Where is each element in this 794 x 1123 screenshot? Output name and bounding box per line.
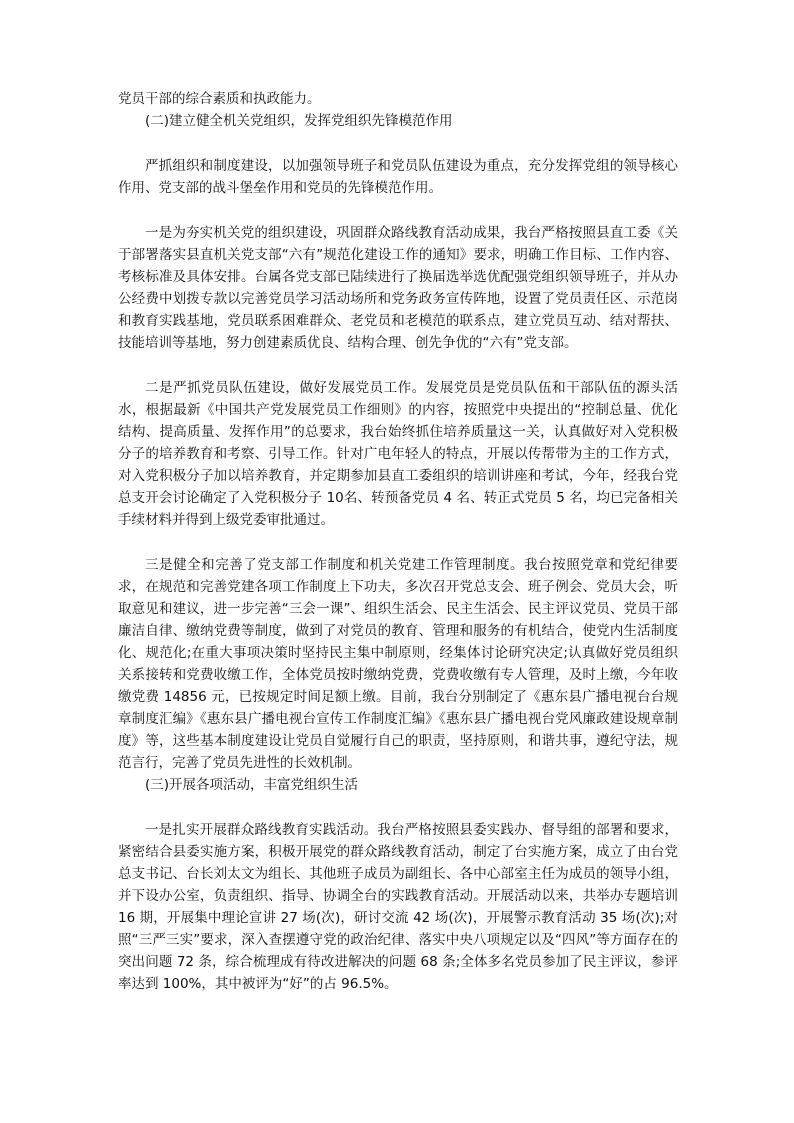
paragraph-org-building: 严抓组织和制度建设，以加强领导班子和党员队伍建设为重点，充分发挥党组的领导核心作用、党支部的战斗堡垒作用和党员的先锋模范作用。 bbox=[118, 158, 678, 196]
paragraph-continuation: 党员干部的综合素质和执政能力。 bbox=[118, 91, 321, 107]
document-page bbox=[118, 88, 678, 995]
section-heading-3: (三)开展各项活动，丰富党组织生活 bbox=[145, 777, 359, 793]
paragraph-point-one: 一是为夯实机关党的组织建设，巩固群众路线教育活动成果，我台严格按照县直工委《关于部署落实县直机关党支部“六有”规范化建设工作的通知》要求，明确工作目标、工作内容、考核标准及具体安排。台属各党支部已陆续进行了换届选举选优配强党组织领导班子，并从办公经费中划拨专款以完善党员学习活动场所和党务政务宣传阵地，设置了党员责任区、示范岗和教育实践基地，党员联系困难群众、老党员和老模范的联系点，建立党员互动、结对帮扶、技能培训等基地，努力创建素质优良、结构合理、创先争优的“六有”党支部。 bbox=[118, 225, 678, 351]
section-heading-2: (二)建立健全机关党组织，发挥党组织先锋模范作用 bbox=[145, 113, 453, 129]
paragraph-point-two: 二是严抓党员队伍建设，做好发展党员工作。发展党员是党员队伍和干部队伍的源头活水，根据最新《中国共产党发展党员工作细则》的内容，按照党中央提出的“控制总量、优化结构、提高质量、发挥作用”的总要求，我台始终抓住培养质量这一关，认真做好对入党积极分子的培养教育和考察、引导工作。针对广电年轻人的特点，开展以传帮带为主的工作方式，对入党积极分子加以培养教育，并定期参加县直工委组织的培训讲座和考试，今年，经我台党总支开会讨论确定了入党积极分子 10名、转预备党员 4 名、转正式党员 5 名，均已完备相关手续材料并得到上级党委审批通过。 bbox=[118, 380, 678, 528]
paragraph-activities: 一是扎实开展群众路线教育实践活动。我台严格按照县委实践办、督导组的部署和要求，紧密结合县委实施方案，积极开展党的群众路线教育活动，制定了台实施方案，成立了由台党总支书记、台长刘太文为组长、其他班子成员为副组长、各中心部室主任为成员的领导小组，并下设办公室，负责组织、指导、协调全台的实践教育活动。开展活动以来，共举办专题培训 16 期，开展集中理论宣讲 27 场(次)，研讨交流 42 场(次)，开展警示教育活动 35 场(次);对照“三严三实”要求，深入查摆遵守党的政治纪律、落实中央八项规定以及“四风”等方面存在的突出问题 72 条，综合梳理成有待改进解决的问题 68 条;全体多名党员参加了民主评议，参评率达到 100%，其中被评为“好”的占 96.5%。 bbox=[118, 822, 678, 992]
paragraph-point-three: 三是健全和完善了党支部工作制度和机关党建工作管理制度。我台按照党章和党纪律要求，在规范和完善党建各项工作制度上下功夫，多次召开党总支会、班子例会、党员大会，听取意见和建议，进一步完善“三会一课”、组织生活会、民主生活会、民主评议党员、党员干部廉洁自律、缴纳党费等制度，做到了对党员的教育、管理和服务的有机结合，使党内生活制度化、规范化;在重大事项决策时坚持民主集中制原则，经集体讨论研究决定;认真做好党员组织关系接转和党费收缴工作，全体党员按时缴纳党费，党费收缴有专人管理，及时上缴，今年收缴党费 14856 元，已按规定时间足额上缴。目前，我台分别制定了《惠东县广播电视台台规章制度汇编》《惠东县广播电视台宣传工作制度汇编》《惠东县广播电视台党风廉政建设规章制度》等，这些基本制度建设让党员自觉履行自己的职责，坚持原则，和谐共事，遵纪守法，规范言行，完善了党员先进性的长效机制。 bbox=[118, 557, 678, 771]
